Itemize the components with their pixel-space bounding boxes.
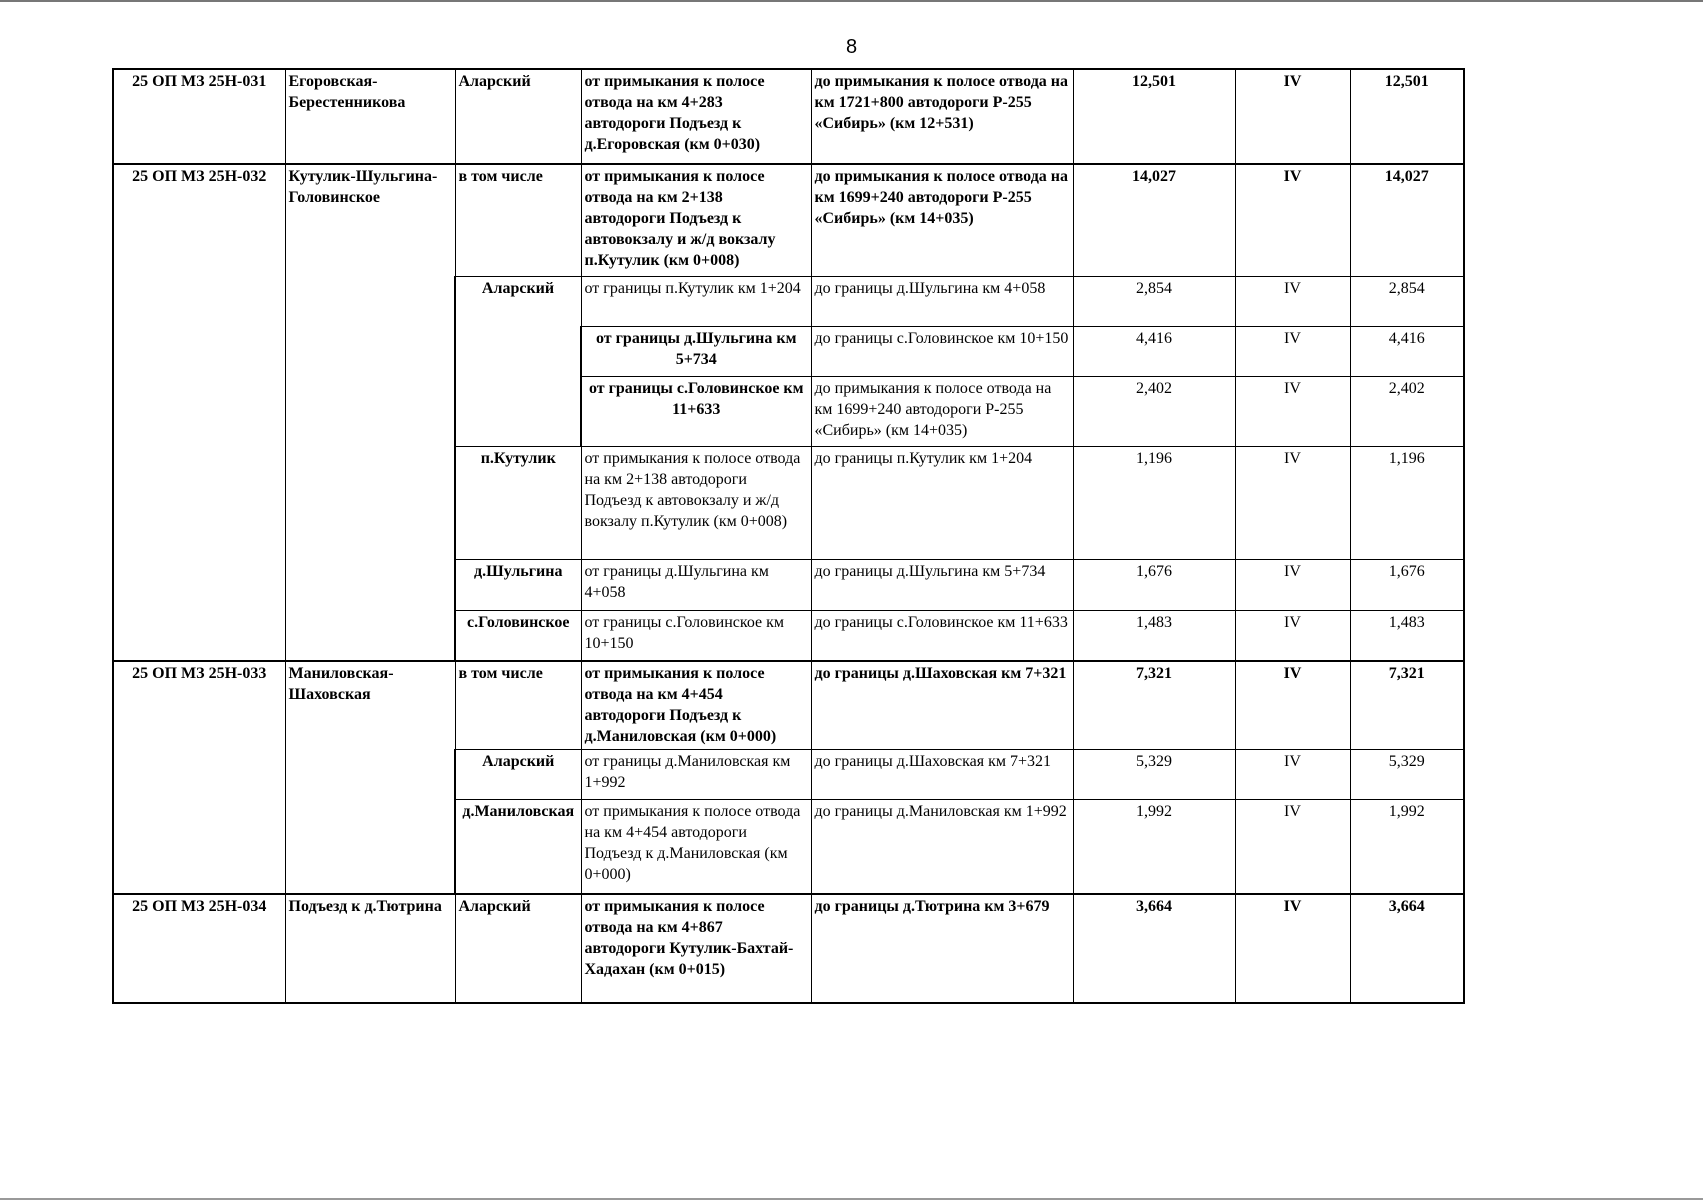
start-point: от примыкания к полосе отвода на км 4+867 автодороги Кутулик-Бахтай-Хадахан (км 0+015) bbox=[581, 894, 811, 1003]
end-point: до границы с.Головинское км 11+633 bbox=[811, 610, 1073, 661]
length-value: 1,483 bbox=[1073, 610, 1235, 661]
length-value: 1,992 bbox=[1073, 800, 1235, 894]
district-cell: д.Шульгина bbox=[455, 559, 581, 610]
length-value: 3,664 bbox=[1073, 894, 1235, 1003]
length-value: 14,027 bbox=[1073, 164, 1235, 276]
table-row bbox=[113, 661, 1464, 750]
end-point: до границы д.Шаховская км 7+321 bbox=[811, 661, 1073, 750]
start-point: от границы д.Шульгина км 5+734 bbox=[581, 326, 811, 376]
road-name: Егоровская-Берестенникова bbox=[285, 69, 455, 164]
district-cell: Аларский bbox=[455, 276, 581, 446]
length-value: 7,321 bbox=[1073, 661, 1235, 750]
total-value: 2,854 bbox=[1350, 276, 1464, 326]
end-point: до границы с.Головинское км 10+150 bbox=[811, 326, 1073, 376]
total-value: 14,027 bbox=[1350, 164, 1464, 276]
start-point: от примыкания к полосе отвода на км 4+283 автодороги Подъезд к д.Егоровская (км 0+030) bbox=[581, 69, 811, 164]
road-name: Подъезд к д.Тютрина bbox=[285, 894, 455, 1003]
road-code: 25 ОП МЗ 25Н-034 bbox=[113, 894, 285, 1003]
end-point: до границы п.Кутулик км 1+204 bbox=[811, 446, 1073, 559]
length-value: 1,196 bbox=[1073, 446, 1235, 559]
end-point: до примыкания к полосе отвода на км 1721+800 автодороги Р-255 «Сибирь» (км 12+531) bbox=[811, 69, 1073, 164]
category-value: IV bbox=[1235, 326, 1350, 376]
road-code: 25 ОП МЗ 25Н-032 bbox=[113, 164, 285, 661]
category-value: IV bbox=[1235, 661, 1350, 750]
district-cell: с.Головинское bbox=[455, 610, 581, 661]
category-value: IV bbox=[1235, 164, 1350, 276]
district-cell: Аларский bbox=[455, 894, 581, 1003]
end-point: до границы д.Маниловская км 1+992 bbox=[811, 800, 1073, 894]
end-point: до примыкания к полосе отвода на км 1699+240 автодороги Р-255 «Сибирь» (км 14+035) bbox=[811, 164, 1073, 276]
start-point: от границы с.Головинское км 10+150 bbox=[581, 610, 811, 661]
end-point: до границы д.Тютрина км 3+679 bbox=[811, 894, 1073, 1003]
total-value: 1,676 bbox=[1350, 559, 1464, 610]
table-row bbox=[113, 894, 1464, 1003]
category-value: IV bbox=[1235, 750, 1350, 800]
start-point: от примыкания к полосе отвода на км 4+454 автодороги Подъезд к д.Маниловская (км 0+000) bbox=[581, 661, 811, 750]
category-value: IV bbox=[1235, 800, 1350, 894]
road-name: Маниловская-Шаховская bbox=[285, 661, 455, 894]
start-point: от примыкания к полосе отвода на км 4+454 автодороги Подъезд к д.Маниловская (км 0+000) bbox=[581, 800, 811, 894]
start-point: от границы д.Маниловская км 1+992 bbox=[581, 750, 811, 800]
category-value: IV bbox=[1235, 559, 1350, 610]
district-cell: п.Кутулик bbox=[455, 446, 581, 559]
total-value: 3,664 bbox=[1350, 894, 1464, 1003]
length-value: 12,501 bbox=[1073, 69, 1235, 164]
roads-table bbox=[112, 68, 1465, 1004]
start-point: от примыкания к полосе отвода на км 2+138 автодороги Подъезд к автовокзалу и ж/д вокзалу п.Кутулик (км 0+008) bbox=[581, 446, 811, 559]
scan-edge-top bbox=[0, 0, 1703, 2]
road-name: Кутулик-Шульгина-Головинское bbox=[285, 164, 455, 661]
length-value: 4,416 bbox=[1073, 326, 1235, 376]
end-point: до границы д.Шульгина км 5+734 bbox=[811, 559, 1073, 610]
total-value: 5,329 bbox=[1350, 750, 1464, 800]
table-row bbox=[113, 69, 1464, 164]
length-value: 5,329 bbox=[1073, 750, 1235, 800]
district-cell: Аларский bbox=[455, 69, 581, 164]
total-value: 12,501 bbox=[1350, 69, 1464, 164]
total-value: 7,321 bbox=[1350, 661, 1464, 750]
length-value: 2,402 bbox=[1073, 376, 1235, 446]
start-point: от примыкания к полосе отвода на км 2+138 автодороги Подъезд к автовокзалу и ж/д вокзалу п.Кутулик (км 0+008) bbox=[581, 164, 811, 276]
total-value: 1,483 bbox=[1350, 610, 1464, 661]
length-value: 2,854 bbox=[1073, 276, 1235, 326]
total-value: 1,992 bbox=[1350, 800, 1464, 894]
category-value: IV bbox=[1235, 894, 1350, 1003]
total-value: 1,196 bbox=[1350, 446, 1464, 559]
table-row bbox=[113, 164, 1464, 276]
end-point: до примыкания к полосе отвода на км 1699+240 автодороги Р-255 «Сибирь» (км 14+035) bbox=[811, 376, 1073, 446]
category-value: IV bbox=[1235, 610, 1350, 661]
category-value: IV bbox=[1235, 276, 1350, 326]
page-number: 8 bbox=[845, 36, 858, 58]
end-point: до границы д.Шаховская км 7+321 bbox=[811, 750, 1073, 800]
end-point: до границы д.Шульгина км 4+058 bbox=[811, 276, 1073, 326]
district-cell: д.Маниловская bbox=[455, 800, 581, 894]
category-value: IV bbox=[1235, 69, 1350, 164]
total-value: 4,416 bbox=[1350, 326, 1464, 376]
district-cell: Аларский bbox=[455, 750, 581, 800]
start-point: от границы п.Кутулик км 1+204 bbox=[581, 276, 811, 326]
district-cell: в том числе bbox=[455, 661, 581, 750]
start-point: от границы с.Головинское км 11+633 bbox=[581, 376, 811, 446]
road-code: 25 ОП МЗ 25Н-033 bbox=[113, 661, 285, 894]
district-cell: в том числе bbox=[455, 164, 581, 276]
length-value: 1,676 bbox=[1073, 559, 1235, 610]
total-value: 2,402 bbox=[1350, 376, 1464, 446]
road-code: 25 ОП МЗ 25Н-031 bbox=[113, 69, 285, 164]
category-value: IV bbox=[1235, 446, 1350, 559]
category-value: IV bbox=[1235, 376, 1350, 446]
start-point: от границы д.Шульгина км 4+058 bbox=[581, 559, 811, 610]
